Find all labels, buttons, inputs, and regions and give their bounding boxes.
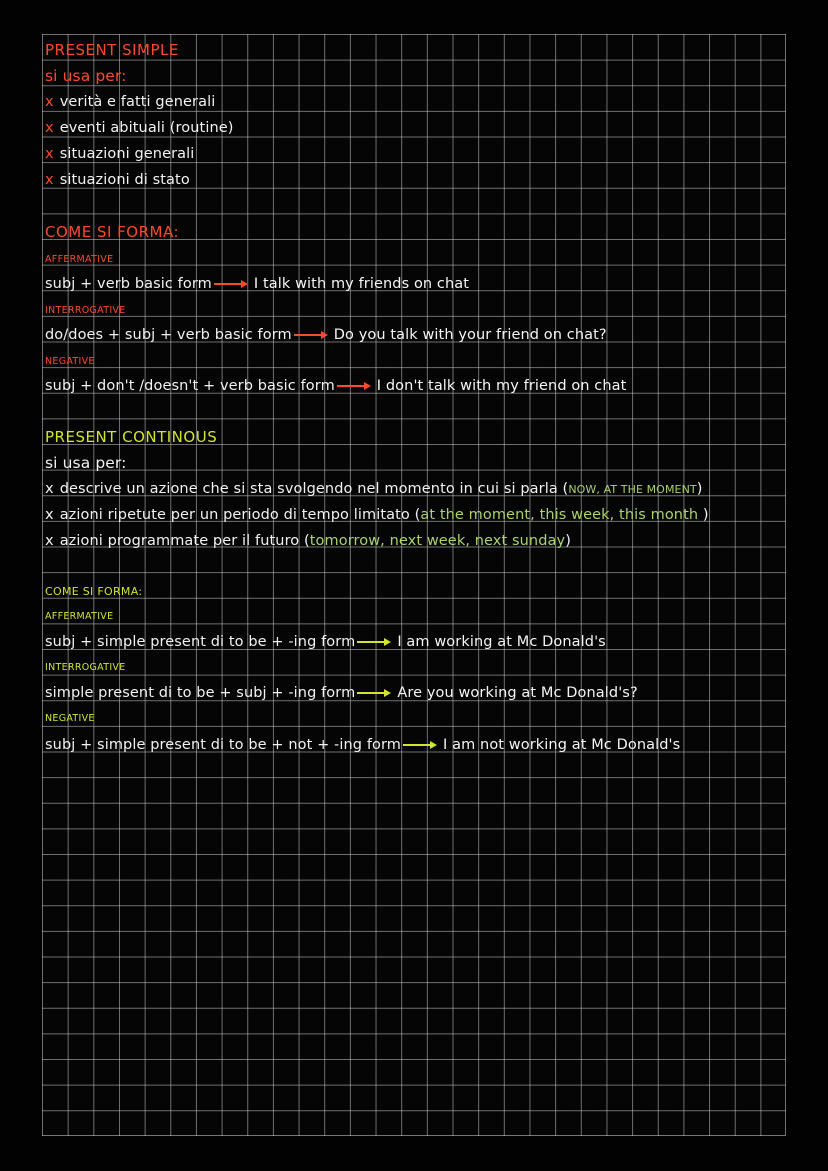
form-label-affermative: AFFERMATIVE [45, 254, 114, 265]
form-label-negative: NEGATIVE [45, 713, 95, 724]
present-simple-use-item [45, 121, 234, 136]
paren-open: ( [557, 481, 569, 497]
form-rule-line [45, 277, 469, 292]
present-continuous-use-item [45, 534, 571, 549]
present-continuous-use-item [45, 482, 703, 497]
form-label-interrogative: INTERROGATIVE [45, 305, 126, 316]
bullet-x-icon: x [45, 120, 54, 136]
arrow-right-icon [294, 330, 328, 340]
paren-open: ( [409, 507, 421, 523]
form-example: I am working at Mc Donald's [397, 634, 606, 650]
arrow-right-icon [214, 279, 248, 289]
bullet-x-icon: x [45, 533, 54, 549]
paren-open: ( [299, 533, 310, 549]
form-label-interrogative: INTERROGATIVE [45, 662, 126, 673]
use-examples: at the moment, this week, this month [420, 507, 699, 523]
use-text: azioni ripetute per un periodo di tempo limitato [59, 507, 410, 523]
use-examples: NOW, AT THE MOMENT [568, 483, 697, 496]
form-rule-line [45, 328, 607, 343]
form-label-negative: NEGATIVE [45, 356, 95, 367]
form-rule: subj + simple present di to be + -ing form [45, 634, 356, 650]
form-example: I don't talk with my friend on chat [376, 378, 627, 394]
form-rule-line [45, 738, 680, 753]
present-simple-use-item [45, 147, 194, 162]
present-continuous-title: PRESENT CONTINOUS [45, 428, 218, 446]
paren-close: ) [565, 533, 571, 549]
form-rule-line [45, 379, 626, 394]
bullet-x-icon: x [45, 507, 54, 523]
form-rule: subj + simple present di to be + not + -ing form [45, 737, 402, 753]
use-examples: tomorrow, next week, next sunday [309, 533, 566, 549]
arrow-right-icon [357, 688, 391, 698]
form-example: I talk with my friends on chat [253, 276, 470, 292]
present-simple-formation-heading: COME SI FORMA: [45, 223, 180, 241]
present-simple-use-item [45, 173, 190, 188]
bullet-x-icon: x [45, 146, 54, 162]
use-text: azioni programmate per il futuro [59, 533, 300, 549]
use-text: verità e fatti generali [59, 94, 216, 110]
form-example: Are you working at Mc Donald's? [397, 685, 638, 701]
form-rule: do/does + subj + verb basic form [45, 327, 292, 343]
arrow-right-icon [337, 381, 371, 391]
present-simple-title: PRESENT SIMPLE [45, 41, 179, 59]
arrow-right-icon [357, 637, 391, 647]
present-simple-uses-heading: si usa per: [45, 67, 127, 85]
form-label-affermative: AFFERMATIVE [45, 611, 114, 622]
arrow-right-icon [403, 740, 437, 750]
form-rule: simple present di to be + subj + -ing form [45, 685, 356, 701]
paren-close: ) [696, 481, 703, 497]
present-continuous-uses-heading: si usa per: [45, 454, 127, 472]
bullet-x-icon: x [45, 94, 54, 110]
form-example: Do you talk with your friend on chat? [333, 327, 607, 343]
bullet-x-icon: x [45, 481, 54, 497]
form-rule: subj + verb basic form [45, 276, 212, 292]
grid-paper [42, 34, 786, 1136]
bullet-x-icon: x [45, 172, 54, 188]
use-text: situazioni di stato [59, 172, 190, 188]
use-text: eventi abituali (routine) [59, 120, 234, 136]
use-text: situazioni generali [59, 146, 195, 162]
form-example: I am not working at Mc Donald's [443, 737, 681, 753]
present-continuous-formation-heading: COME SI FORMA: [45, 585, 143, 598]
form-rule-line [45, 635, 606, 650]
present-simple-use-item [45, 95, 215, 110]
use-text: descrive un azione che si sta svolgendo nel momento in cui si parla [59, 481, 558, 497]
form-rule-line [45, 686, 638, 701]
paren-close: ) [698, 507, 709, 523]
present-continuous-use-item [45, 508, 709, 523]
form-rule: subj + don't /doesn't + verb basic form [45, 378, 335, 394]
